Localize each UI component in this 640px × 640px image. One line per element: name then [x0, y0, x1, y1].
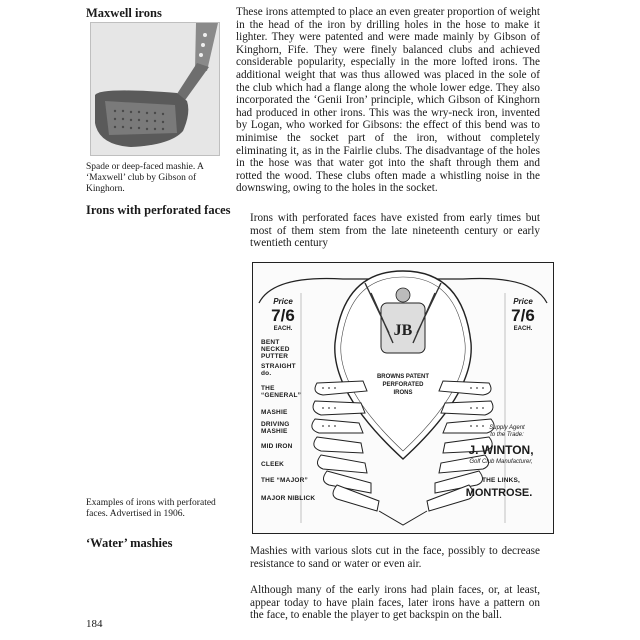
shield-line: IRONS	[393, 390, 413, 396]
shield-text	[363, 373, 443, 397]
caption-line: faces. Advertised in 1906.	[86, 509, 185, 519]
heading-maxwell-irons: Maxwell irons	[86, 6, 162, 20]
svg-text:JB: JB	[393, 322, 413, 339]
supply-agent	[469, 425, 545, 439]
caption-advert	[86, 498, 236, 520]
club-mashie: MASHIE	[261, 409, 288, 416]
shield-line: BROWNS PATENT	[376, 374, 430, 380]
heading-perforated-faces: Irons with perforated faces	[86, 203, 231, 217]
paragraph-perforated: Irons with perforated faces have existed from early times but most of them stem from the late nineteenth century or early twentieth century	[250, 212, 540, 250]
club-major: THE “MAJOR”	[261, 477, 308, 484]
club-straight: STRAIGHT do.	[261, 363, 296, 377]
caption-line: Examples of irons with perforated	[86, 498, 216, 508]
each-left: EACH.	[273, 326, 293, 332]
club-bent-necked-putter: BENT NECKED PUTTER	[261, 339, 290, 360]
supply-line: to the Trade:	[490, 432, 524, 438]
page-number: 184	[86, 618, 103, 630]
price-right: 7/6	[511, 306, 535, 325]
address-line: THE LINKS,	[481, 477, 521, 484]
price-left: 7/6	[271, 306, 295, 325]
paragraph-water-2: Although many of the early irons had plain faces, or, at least, appear today to have plain faces, later irons have a pattern on the face, to enable the player to get backspin on the ball.	[250, 584, 540, 622]
caption-line: Kinghorn.	[86, 184, 125, 194]
supply-line: Supply Agent	[489, 425, 525, 431]
club-driving-mashie: DRIVING MASHIE	[261, 421, 290, 435]
club-cleek: CLEEK	[261, 461, 285, 468]
maker-name: J. WINTON,	[468, 443, 534, 457]
caption-line: ‘Maxwell’ club by Gibson of	[86, 173, 197, 183]
advertisement	[252, 262, 554, 534]
maxwell-club-photo	[90, 22, 220, 156]
caption-maxwell	[86, 162, 226, 195]
shield-line: PERFORATED	[382, 382, 424, 388]
paragraph-water-1: Mashies with various slots cut in the face, possibly to decrease resistance to sand or water or even air.	[250, 545, 540, 570]
paragraph-maxwell: These irons attempted to place an even greater proportion of weight in the head of the iron by drilling holes in the hose to make it lighter. They were patented and were made mainly by Gibson of Kinghorn, Fife. They were finely balanced clubs and achieved considerable popularity, especially in the more lofted irons. The additional weight that was thus allowed was placed in the sole of the club which had a flange along the whole lower edge. They also incorporated the ‘Genii Iron’ principle, which Gibson of Kinghorn had produced in other irons. This was the wry-neck iron, invented by Logan, who worked for Gibsons: the effect of this bend was to minimise the socket part of the iron, without completely eliminating it, as in the Fairlie clubs. The disadvantage of the holes in the hose was that water got into the shaft through them and rotted the wood. These clubs often made a whistling noise in the downswing, owing to the holes in the socket.	[236, 6, 540, 195]
club-mid-iron: MID IRON	[261, 443, 293, 450]
caption-line: Spade or deep-faced mashie. A	[86, 162, 204, 172]
club-general: THE “GENERAL”	[261, 385, 302, 399]
each-right: EACH.	[513, 326, 533, 332]
price-word-right: Price	[513, 297, 533, 306]
heading-water-mashies: ‘Water’ mashies	[86, 536, 173, 550]
price-block-left	[263, 297, 303, 332]
price-block-right	[503, 297, 543, 332]
maker-subtitle: Golf Club Manufacturer,	[469, 459, 533, 465]
club-major-niblick: MAJOR NIBLICK	[261, 495, 316, 502]
price-word-left: Price	[273, 297, 293, 306]
town-name: MONTROSE.	[465, 487, 533, 499]
